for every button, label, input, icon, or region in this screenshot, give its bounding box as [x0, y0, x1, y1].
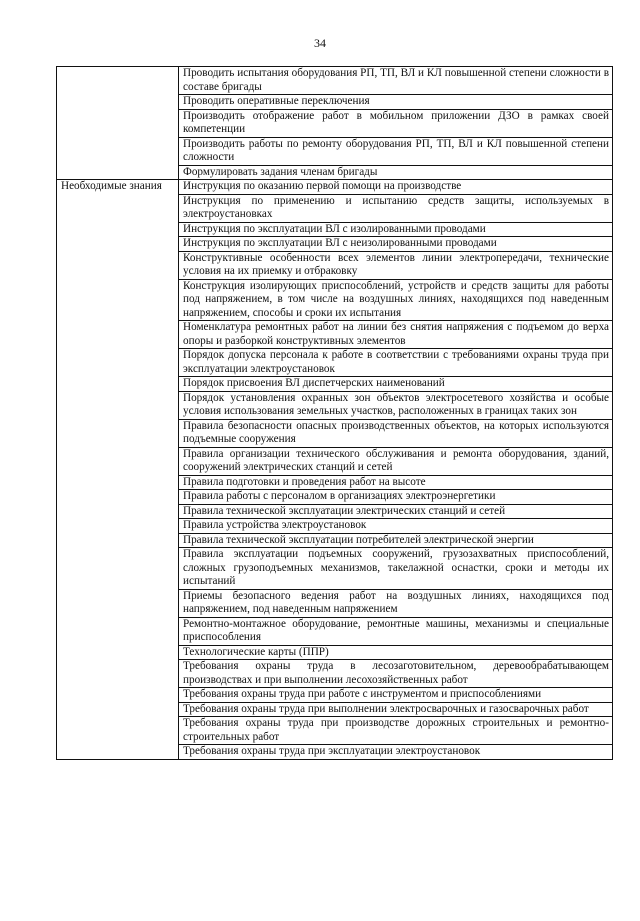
- table-cell: Правила организации технического обслуживания и ремонта оборудования, зданий, сооружений электрических станций и сетей: [179, 447, 613, 475]
- table-cell: Номенклатура ремонтных работ на линии без снятия напряжения с подъемом до верха опоры и разборкой конструктивных элементов: [179, 321, 613, 349]
- table-cell: Проводить испытания оборудования РП, ТП, ВЛ и КЛ повышенной степени сложности в составе бригады: [179, 67, 613, 95]
- table-cell: Инструкция по оказанию первой помощи на производстве: [179, 180, 613, 195]
- table-cell: Требования охраны труда при производстве дорожных строительных и ремонтно-строительных работ: [179, 717, 613, 745]
- competency-table: [56, 66, 613, 760]
- table-row: [57, 67, 613, 95]
- table-body: [57, 67, 613, 760]
- table-cell: Правила безопасности опасных производственных объектов, на которых используются подъемные сооружения: [179, 419, 613, 447]
- table-cell: Ремонтно-монтажное оборудование, ремонтные машины, механизмы и специальные приспособления: [179, 617, 613, 645]
- table-cell: Инструкция по эксплуатации ВЛ с неизолированными проводами: [179, 237, 613, 252]
- table-cell: Требования охраны труда в лесозаготовительном, деревообрабатывающем производствах и при выполнении лесохозяйственных работ: [179, 660, 613, 688]
- table-cell: Конструктивные особенности всех элементов линии электропередачи, технические условия на их приемку и отбраковку: [179, 251, 613, 279]
- table-cell: Приемы безопасного ведения работ на воздушных линиях, находящихся под напряжением, под наведенным напряжением: [179, 589, 613, 617]
- table-cell: Правила технической эксплуатации потребителей электрической энергии: [179, 533, 613, 548]
- table-cell: Требования охраны труда при работе с инструментом и приспособлениями: [179, 688, 613, 703]
- table-cell: Инструкция по эксплуатации ВЛ с изолированными проводами: [179, 222, 613, 237]
- table-row: [57, 180, 613, 195]
- table-cell: Инструкция по применению и испытанию средств защиты, используемых в электроустановках: [179, 194, 613, 222]
- table-cell: Правила эксплуатации подъемных сооружений, грузозахватных приспособлений, сложных грузоподъемных механизмов, такелажной оснастки, сроки и методы их испытаний: [179, 548, 613, 590]
- table-cell: Правила технической эксплуатации электрических станций и сетей: [179, 504, 613, 519]
- table-cell: Технологические карты (ППР): [179, 645, 613, 660]
- table-cell: Производить работы по ремонту оборудования РП, ТП, ВЛ и КЛ повышенной степени сложности: [179, 137, 613, 165]
- table-cell: Требования охраны труда при выполнении электросварочных и газосварочных работ: [179, 702, 613, 717]
- table-cell: Производить отображение работ в мобильном приложении ДЗО в рамках своей компетенции: [179, 109, 613, 137]
- table-cell: Правила устройства электроустановок: [179, 519, 613, 534]
- table-cell: Конструкция изолирующих приспособлений, устройств и средств защиты для работы под напряжением, в том числе на воздушных линиях, находящихся под наведенным напряжением, способы и сроки их испытания: [179, 279, 613, 321]
- table-cell: Проводить оперативные переключения: [179, 95, 613, 110]
- table-cell: Порядок установления охранных зон объектов электросетевого хозяйства и особые условия использования земельных участков, расположенных в границах таких зон: [179, 391, 613, 419]
- page-number: 34: [314, 36, 326, 50]
- section-label: Необходимые знания: [57, 180, 179, 760]
- table-cell: Требования охраны труда при эксплуатации электроустановок: [179, 745, 613, 760]
- section-label: [57, 67, 179, 180]
- table-cell: Порядок присвоения ВЛ диспетчерских наименований: [179, 377, 613, 392]
- table-cell: Порядок допуска персонала к работе в соответствии с требованиями охраны труда при эксплуатации электроустановок: [179, 349, 613, 377]
- table-cell: Формулировать задания членам бригады: [179, 165, 613, 180]
- table-cell: Правила работы с персоналом в организациях электроэнергетики: [179, 490, 613, 505]
- table-cell: Правила подготовки и проведения работ на высоте: [179, 475, 613, 490]
